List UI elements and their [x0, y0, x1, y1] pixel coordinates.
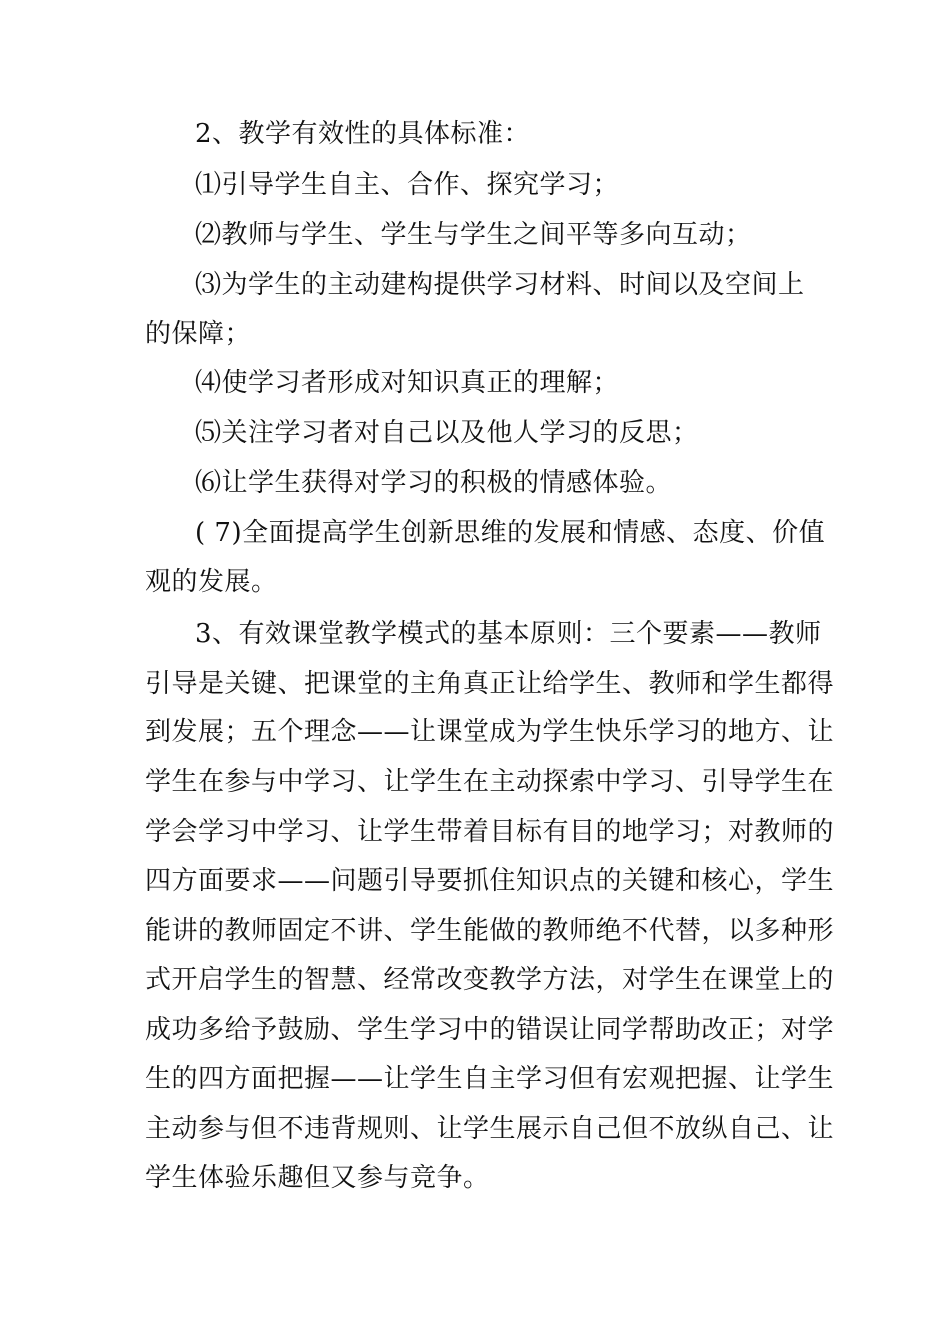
section-3-line-11: 主动参与但不违背规则、让学生展示自己但不放纵自己、让 — [145, 1114, 835, 1144]
section-3-line-7: 能讲的教师固定不讲、学生能做的教师绝不代替，以多种形 — [145, 916, 835, 946]
list-item-3-line-1: ⑶为学生的主动建构提供学习材料、时间以及空间上 — [195, 270, 805, 300]
section-3-line-5: 学会学习中学习、让学生带着目标有目的地学习；对教师的 — [145, 817, 835, 847]
section-3-line-1: 3、有效课堂教学模式的基本原则：三个要素——教师 — [195, 619, 822, 649]
section-3-line-2: 引导是关键、把课堂的主角真正让给学生、教师和学生都得 — [145, 669, 835, 699]
list-item-2: ⑵教师与学生、学生与学生之间平等多向互动； — [195, 220, 752, 250]
list-item-4: ⑷使学习者形成对知识真正的理解； — [195, 368, 620, 398]
section-3-line-3: 到发展；五个理念——让课堂成为学生快乐学习的地方、让 — [145, 717, 835, 747]
list-item-3-line-2: 的保障； — [145, 319, 252, 349]
list-item-1: ⑴引导学生自主、合作、探究学习； — [195, 170, 620, 200]
section-3-line-9: 成功多给予鼓励、学生学习中的错误让同学帮助改正；对学 — [145, 1015, 835, 1045]
list-item-6: ⑹让学生获得对学习的积极的情感体验。 — [195, 468, 673, 498]
list-item-7-line-2: 观的发展。 — [145, 567, 278, 597]
section-2-heading: 2、教学有效性的具体标准： — [195, 119, 531, 149]
section-3-line-12: 学生体验乐趣但又参与竞争。 — [145, 1163, 490, 1193]
list-item-7-line-1: ( 7)全面提高学生创新思维的发展和情感、态度、价值 — [195, 518, 826, 548]
section-3-line-10: 生的四方面把握——让学生自主学习但有宏观把握、让学生 — [145, 1064, 835, 1094]
list-item-5: ⑸关注学习者对自己以及他人学习的反思； — [195, 418, 699, 448]
section-3-line-4: 学生在参与中学习、让学生在主动探索中学习、引导学生在 — [145, 767, 835, 797]
section-3-line-8: 式开启学生的智慧、经常改变教学方法，对学生在课堂上的 — [145, 965, 835, 995]
section-3-line-6: 四方面要求——问题引导要抓住知识点的关键和核心，学生 — [145, 866, 835, 896]
